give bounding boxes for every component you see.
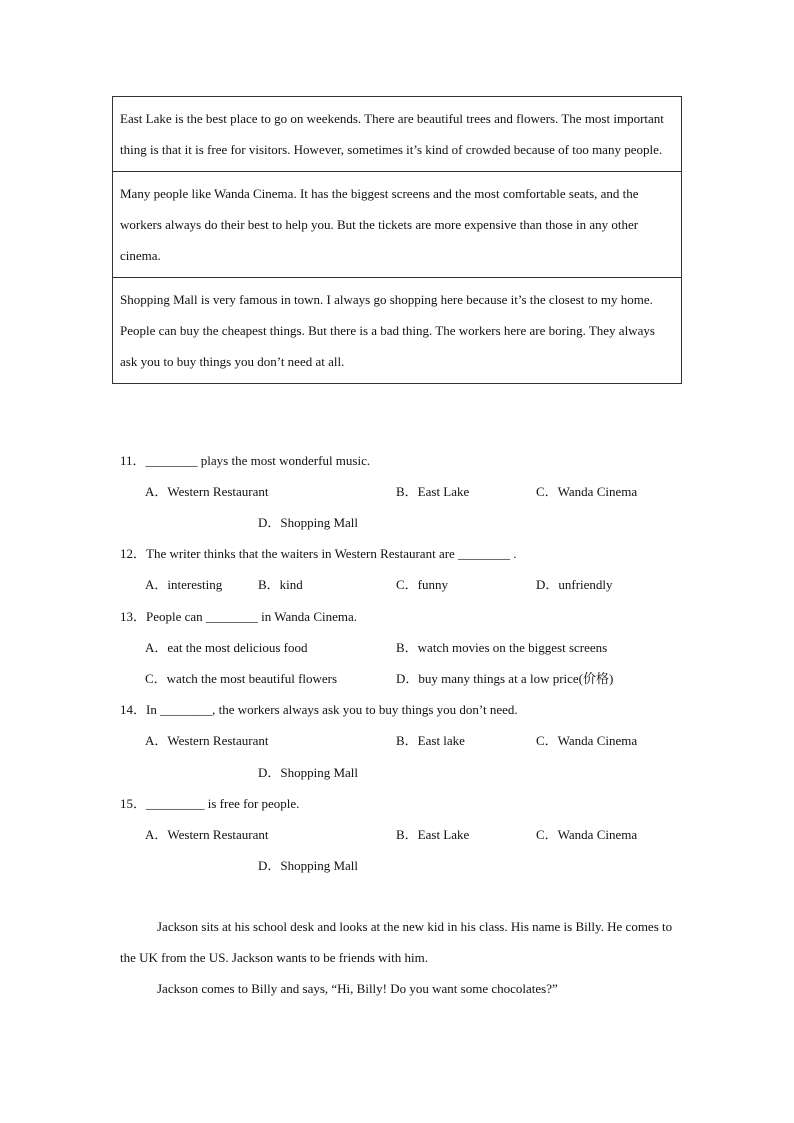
question-12-stem: 12．The writer thinks that the waiters in Western Restaurant are ________ .	[120, 546, 517, 561]
question-15-stem: 15．_________ is free for people.	[120, 796, 300, 811]
question-13-stem: 13．People can ________ in Wanda Cinema.	[120, 609, 358, 624]
question-11-option-b[interactable]: B．East Lake	[396, 484, 470, 499]
question-11-stem: 11．________ plays the most wonderful music.	[120, 453, 371, 468]
question-11-option-d[interactable]: D．Shopping Mall	[258, 515, 359, 530]
question-13-option-a[interactable]: A．eat the most delicious food	[145, 640, 308, 655]
question-15-option-a[interactable]: A．Western Restaurant	[145, 827, 269, 842]
question-14-option-b[interactable]: B．East lake	[396, 733, 465, 748]
question-13-option-b[interactable]: B．watch movies on the biggest screens	[396, 640, 608, 655]
question-14-option-c[interactable]: C．Wanda Cinema	[536, 733, 638, 748]
info-row-east-lake: East Lake is the best place to go on weekends. There are beautiful trees and flowers. The most important thing is that it is free for visitors. However, sometimes it’s kind of crowded because of too many people.	[113, 97, 681, 172]
question-13-option-d[interactable]: D．buy many things at a low price(价格)	[396, 671, 614, 686]
question-14-option-a[interactable]: A．Western Restaurant	[145, 733, 269, 748]
passage-paragraph-1: Jackson sits at his school desk and looks at the new kid in his class. His name is Billy. He comes to the UK from the US. Jackson wants to be friends with him.	[120, 919, 673, 965]
question-12-option-d[interactable]: D．unfriendly	[536, 577, 613, 592]
question-15-option-d[interactable]: D．Shopping Mall	[258, 858, 359, 873]
info-row-wanda-cinema: Many people like Wanda Cinema. It has the biggest screens and the most comfortable seats, and the workers always do their best to help you. But the tickets are more expensive than those in any other cinema.	[113, 172, 681, 278]
question-15-option-c[interactable]: C．Wanda Cinema	[536, 827, 638, 842]
question-13-option-c[interactable]: C．watch the most beautiful flowers	[145, 671, 338, 686]
question-11-option-a[interactable]: A．Western Restaurant	[145, 484, 269, 499]
info-row-shopping-mall: Shopping Mall is very famous in town. I always go shopping here because it’s the closest to my home. People can buy the cheapest things. But there is a bad thing. The workers here are boring. They always ask you to buy things you don’t need at all.	[120, 292, 655, 369]
question-12-option-c[interactable]: C．funny	[396, 577, 449, 592]
info-table	[112, 96, 682, 384]
question-12-option-b[interactable]: B．kind	[258, 577, 303, 592]
question-11-option-c[interactable]: C．Wanda Cinema	[536, 484, 638, 499]
question-12-option-a[interactable]: A．interesting	[145, 577, 223, 592]
question-14-stem: 14．In ________, the workers always ask you to buy things you don’t need.	[120, 702, 518, 717]
question-14-option-d[interactable]: D．Shopping Mall	[258, 765, 359, 780]
passage-paragraph-2: Jackson comes to Billy and says, “Hi, Billy! Do you want some chocolates?”	[157, 981, 558, 996]
question-15-option-b[interactable]: B．East Lake	[396, 827, 470, 842]
